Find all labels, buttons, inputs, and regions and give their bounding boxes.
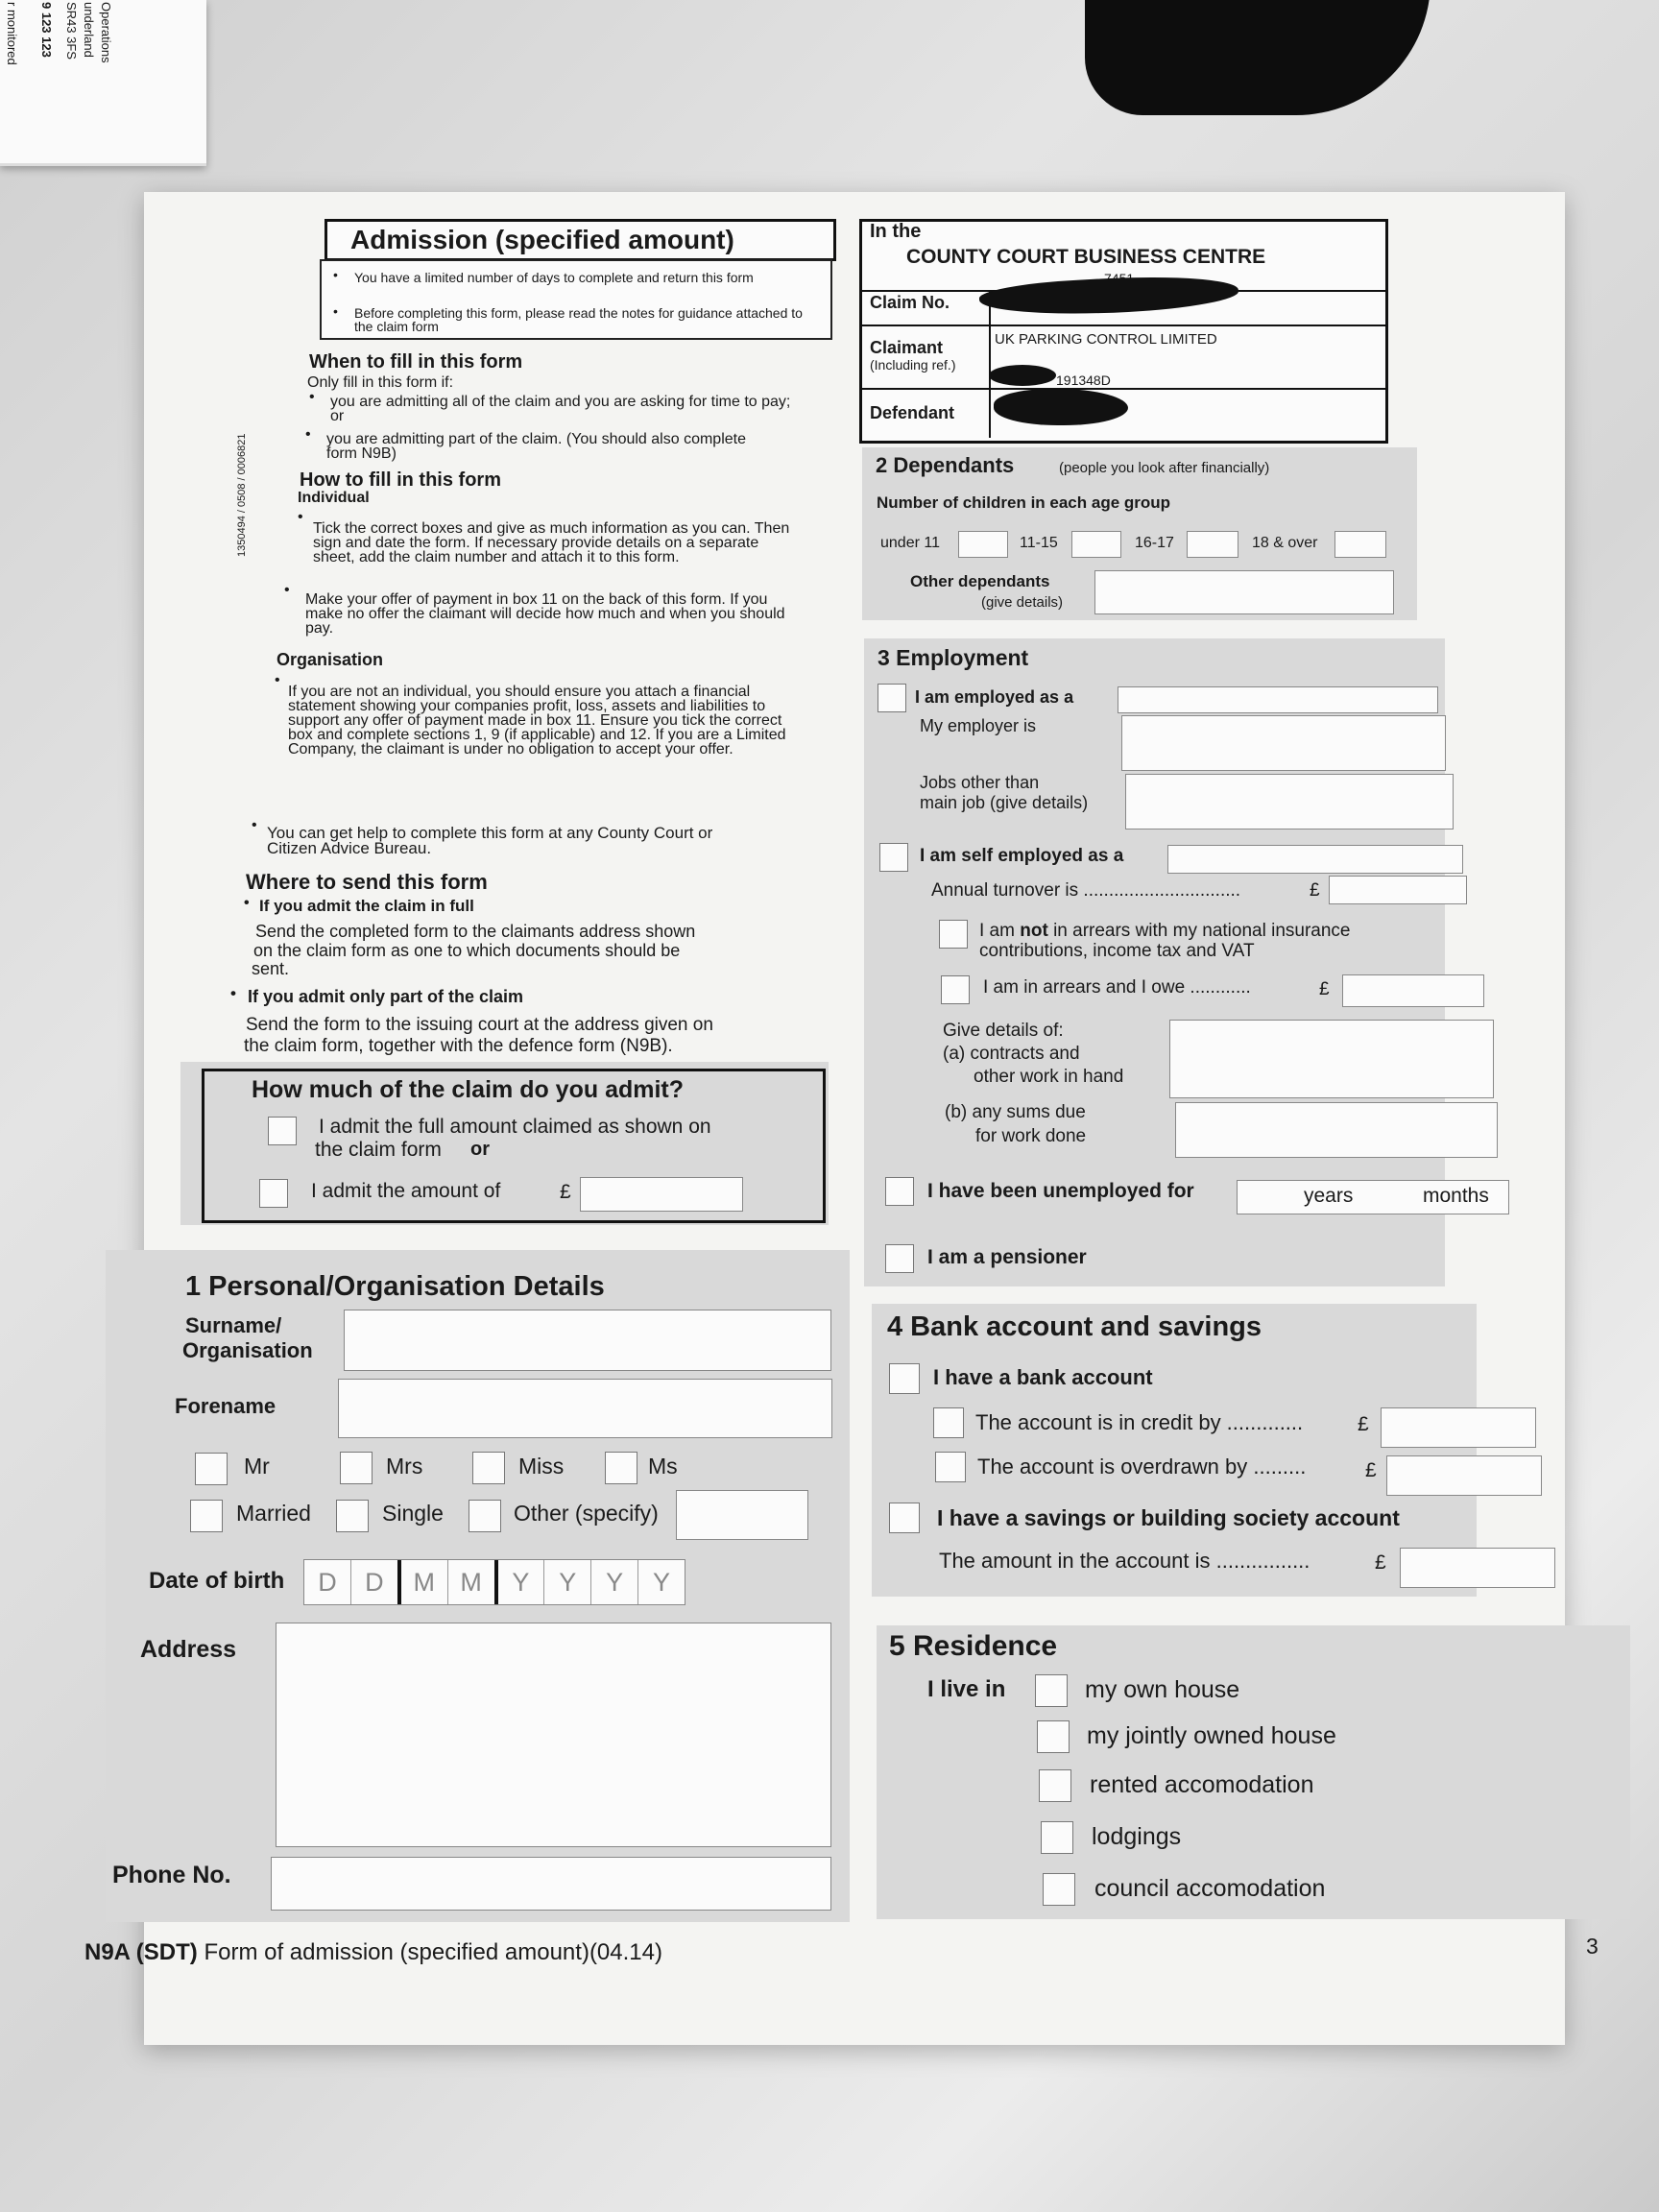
dob-cell[interactable]: Y	[653, 1568, 671, 1597]
forename-field[interactable]	[338, 1379, 832, 1438]
overdrawn-field[interactable]	[1386, 1455, 1542, 1496]
bank-account-checkbox[interactable]	[889, 1363, 920, 1394]
full-text-line: on the claim form as one to which documents should be	[253, 941, 681, 960]
unemployed-checkbox[interactable]	[885, 1177, 914, 1206]
sums-due-label-2: for work done	[975, 1126, 1087, 1146]
not-arrears-line2: contributions, income tax and VAT	[979, 941, 1255, 961]
title-mrs-label: Mrs	[386, 1454, 423, 1479]
admit-full-line1: I admit the full amount claimed as shown on	[319, 1116, 711, 1138]
dob-cell[interactable]: D	[351, 1560, 401, 1604]
slip-line: SR43 3FS	[64, 2, 79, 60]
form-title: Admission (specified amount)	[350, 225, 734, 254]
full-text-line: Send the completed form to the claimants address shown	[255, 922, 696, 941]
children-label: Number of children in each age group	[877, 493, 1171, 512]
in-credit-currency: £	[1358, 1413, 1369, 1435]
claim-no-label: Claim No.	[870, 293, 950, 312]
rented-label: rented accomodation	[1090, 1771, 1314, 1798]
when-item-2: you are admitting part of the claim. (You should also complete form N9B)	[326, 431, 746, 462]
age-11-15-label: 11-15	[1020, 535, 1058, 551]
employer-field[interactable]	[1121, 715, 1446, 771]
redaction-scribble	[994, 389, 1128, 425]
claimant-sub: (Including ref.)	[870, 357, 956, 373]
age-18-over-field[interactable]	[1334, 531, 1386, 558]
how-heading: How to fill in this form	[300, 469, 501, 491]
section-5-heading: 5 Residence	[889, 1630, 1058, 1662]
title-mr-checkbox[interactable]	[195, 1453, 228, 1485]
overdrawn-label: The account is overdrawn by .........	[977, 1455, 1307, 1479]
sums-due-label-1: (b) any sums due	[945, 1102, 1086, 1122]
married-checkbox[interactable]	[190, 1500, 223, 1532]
slip-line: 9 123 123	[39, 2, 54, 58]
footer-form-title: Form of admission (specified amount)(04.14)	[204, 1939, 662, 1965]
employed-checkbox[interactable]	[878, 684, 906, 712]
other-status-field[interactable]	[676, 1490, 808, 1540]
admit-amount-field[interactable]	[580, 1177, 743, 1212]
dob-cell[interactable]: M	[448, 1560, 498, 1604]
age-under-11-label: under 11	[880, 535, 940, 551]
sums-due-field[interactable]	[1175, 1102, 1498, 1158]
note-2: Before completing this form, please read the notes for guidance attached to the claim form	[354, 305, 803, 334]
arrears-checkbox[interactable]	[941, 975, 970, 1004]
claimant-label: Claimant	[870, 338, 944, 357]
employed-as-field[interactable]	[1118, 686, 1438, 713]
live-in-label: I live in	[927, 1676, 1006, 1702]
own-house-label: my own house	[1085, 1676, 1240, 1703]
individual-heading: Individual	[298, 490, 370, 506]
give-details-label: Give details of:	[943, 1021, 1064, 1041]
redaction-scribble	[989, 365, 1056, 386]
arrears-currency: £	[1319, 979, 1330, 999]
dob-cell[interactable]: Y	[544, 1560, 591, 1604]
self-employed-field[interactable]	[1167, 845, 1463, 874]
in-credit-field[interactable]	[1381, 1407, 1536, 1448]
age-under-11-field[interactable]	[958, 531, 1008, 558]
turnover-currency: £	[1310, 880, 1320, 901]
arrears-field[interactable]	[1342, 974, 1484, 1007]
bank-account-label: I have a bank account	[933, 1365, 1153, 1389]
pensioner-label: I am a pensioner	[927, 1246, 1087, 1268]
dob-cell[interactable]: Y	[591, 1560, 638, 1604]
not-arrears-pre: I am	[979, 921, 1015, 941]
pensioner-checkbox[interactable]	[885, 1244, 914, 1273]
turnover-field[interactable]	[1329, 876, 1467, 904]
in-credit-checkbox[interactable]	[933, 1407, 964, 1438]
section-4-heading: 4 Bank account and savings	[887, 1311, 1262, 1342]
admit-or: or	[470, 1139, 490, 1160]
savings-currency: £	[1375, 1551, 1386, 1574]
dob-cell[interactable]: Y	[498, 1560, 545, 1604]
part-heading: If you admit only part of the claim	[248, 987, 524, 1006]
note-1: You have a limited number of days to complete and return this form	[354, 270, 754, 285]
employer-label: My employer is	[920, 716, 1037, 735]
overdrawn-currency: £	[1365, 1459, 1377, 1481]
section-2-sub: (people you look after financially)	[1059, 460, 1270, 476]
dob-cell[interactable]: D	[304, 1560, 351, 1604]
other-status-checkbox[interactable]	[469, 1500, 501, 1532]
footer-form-code: N9A (SDT)	[84, 1939, 198, 1965]
address-field[interactable]	[276, 1623, 831, 1847]
turnover-label: Annual turnover is ...............................	[931, 880, 1241, 901]
slip-line: r monitored	[5, 2, 19, 65]
organisation-item-1: If you are not an individual, you should ensure you attach a financial statement showing your companies profit, loss, assets and liabilities to support any offer of payment made in box 11. Ensure you tick the correct box and complete sections 1, 9 (if applicable) and 12. If you are a Limited Company, the claimant is under no obligation to accept your offer.	[288, 684, 786, 757]
full-text-line: sent.	[252, 959, 290, 978]
title-miss-checkbox[interactable]	[472, 1452, 505, 1484]
dob-cell[interactable]: M	[401, 1560, 448, 1604]
self-employed-checkbox[interactable]	[879, 843, 908, 872]
title-ms-label: Ms	[648, 1454, 678, 1479]
when-item-1: you are admitting all of the claim and you are asking for time to pay; or	[330, 394, 791, 424]
council-checkbox[interactable]	[1043, 1873, 1075, 1906]
single-label: Single	[382, 1501, 444, 1526]
years-label: years	[1304, 1185, 1354, 1207]
not-arrears-post: in arrears with my national insurance	[1053, 921, 1351, 941]
other-dependants-sub: (give details)	[981, 594, 1064, 611]
age-18-over-label: 18 & over	[1252, 535, 1318, 551]
admit-full-checkbox[interactable]	[268, 1117, 297, 1145]
where-heading: Where to send this form	[246, 870, 488, 894]
months-label: months	[1423, 1185, 1489, 1207]
single-checkbox[interactable]	[336, 1500, 369, 1532]
organisation-heading: Organisation	[276, 650, 384, 669]
other-dependants-field[interactable]	[1094, 570, 1394, 614]
savings-amount-field[interactable]	[1400, 1548, 1555, 1588]
defendant-label: Defendant	[870, 403, 955, 422]
notes-box: • You have a limited number of days to complete and return this form • Before completing this form, please read the notes for guidance attached to the claim form	[320, 259, 832, 340]
title-mr-label: Mr	[244, 1454, 270, 1479]
dob-field[interactable]	[303, 1559, 685, 1605]
not-arrears-line1	[979, 921, 1350, 942]
admit-amount-label: I admit the amount of	[311, 1180, 501, 1202]
jointly-owned-label: my jointly owned house	[1087, 1722, 1336, 1749]
address-label: Address	[140, 1636, 237, 1663]
married-label: Married	[236, 1501, 311, 1526]
individual-item-1: Tick the correct boxes and give as much information as you can. Then sign and date the form. If necessary provide details on a separate sheet, add the claim number and attach it to this form.	[313, 520, 790, 565]
arrears-label: I am in arrears and I owe ............	[983, 977, 1251, 998]
age-11-15-field[interactable]	[1071, 531, 1121, 558]
council-label: council accomodation	[1094, 1875, 1326, 1902]
form-title-box	[325, 219, 836, 261]
surname-label: Surname/	[185, 1313, 282, 1337]
dob-label: Date of birth	[149, 1568, 285, 1594]
phone-field[interactable]	[271, 1857, 831, 1911]
organisation-item-2: You can get help to complete this form at any County Court or Citizen Advice Bureau.	[267, 824, 713, 857]
forename-label: Forename	[175, 1394, 276, 1418]
black-object	[1085, 0, 1431, 115]
slip-line: underland	[82, 2, 96, 58]
serial-number: 1350494 / 0508 / 0006821	[236, 433, 248, 557]
claimant-value: UK PARKING CONTROL LIMITED	[995, 331, 1217, 348]
footer-form-name	[84, 1939, 662, 1966]
when-intro: Only fill in this form if:	[307, 374, 454, 391]
jobs-field[interactable]	[1125, 774, 1454, 830]
other-dependants-label: Other dependants	[910, 572, 1050, 590]
self-employed-label: I am self employed as a	[920, 846, 1124, 866]
contracts-label-1: (a) contracts and	[943, 1044, 1080, 1064]
court-name: COUNTY COURT BUSINESS CENTRE	[906, 246, 1266, 268]
admit-heading: How much of the claim do you admit?	[252, 1076, 685, 1103]
jobs-label-1: Jobs other than	[920, 773, 1040, 792]
title-miss-label: Miss	[518, 1454, 565, 1479]
part-text-line: Send the form to the issuing court at the address given on	[246, 1015, 713, 1035]
court-in-the: In the	[870, 221, 922, 242]
overdrawn-checkbox[interactable]	[935, 1452, 966, 1482]
age-16-17-field[interactable]	[1187, 531, 1238, 558]
savings-amount-label: The amount in the account is ................	[939, 1549, 1310, 1573]
section-2-heading: 2 Dependants	[876, 453, 1015, 477]
jointly-owned-checkbox[interactable]	[1037, 1720, 1070, 1753]
envelope-stack	[0, 0, 206, 166]
employed-label: I am employed as a	[915, 687, 1074, 707]
admit-full-line2: the claim form	[315, 1139, 442, 1161]
organisation-label: Organisation	[182, 1338, 313, 1362]
savings-checkbox[interactable]	[889, 1503, 920, 1533]
individual-item-2: Make your offer of payment in box 11 on the back of this form. If you make no offer the claimant will decide how much and when you should pay.	[305, 591, 785, 637]
when-heading: When to fill in this form	[309, 351, 523, 373]
rented-checkbox[interactable]	[1039, 1769, 1071, 1802]
unemployed-label: I have been unemployed for	[927, 1180, 1194, 1202]
other-status-label: Other (specify)	[514, 1501, 659, 1526]
not-arrears-checkbox[interactable]	[939, 920, 968, 949]
title-mrs-checkbox[interactable]	[340, 1452, 373, 1484]
in-credit-label: The account is in credit by .............	[975, 1410, 1304, 1434]
age-16-17-label: 16-17	[1135, 535, 1174, 551]
surname-field[interactable]	[344, 1310, 831, 1371]
lodgings-checkbox[interactable]	[1041, 1821, 1073, 1854]
own-house-checkbox[interactable]	[1035, 1674, 1068, 1707]
slip-line: Operations	[99, 2, 113, 63]
contracts-field[interactable]	[1169, 1020, 1494, 1098]
claimant-ref: 191348D	[1056, 373, 1111, 388]
phone-label: Phone No.	[112, 1862, 231, 1888]
not-arrears-not: not	[1020, 921, 1048, 941]
lodgings-label: lodgings	[1092, 1823, 1182, 1850]
title-ms-checkbox[interactable]	[605, 1452, 637, 1484]
admit-amount-checkbox[interactable]	[259, 1179, 288, 1208]
contracts-label-2: other work in hand	[974, 1067, 1124, 1087]
admit-currency: £	[560, 1181, 571, 1203]
part-text-line: the claim form, together with the defence form (N9B).	[244, 1036, 673, 1056]
page-number: 3	[1586, 1934, 1599, 1959]
jobs-label-2: main job (give details)	[920, 793, 1089, 812]
section-3-heading: 3 Employment	[878, 645, 1029, 670]
full-heading: If you admit the claim in full	[259, 897, 474, 915]
savings-label: I have a savings or building society account	[937, 1505, 1400, 1530]
section-1-heading: 1 Personal/Organisation Details	[185, 1271, 605, 1302]
